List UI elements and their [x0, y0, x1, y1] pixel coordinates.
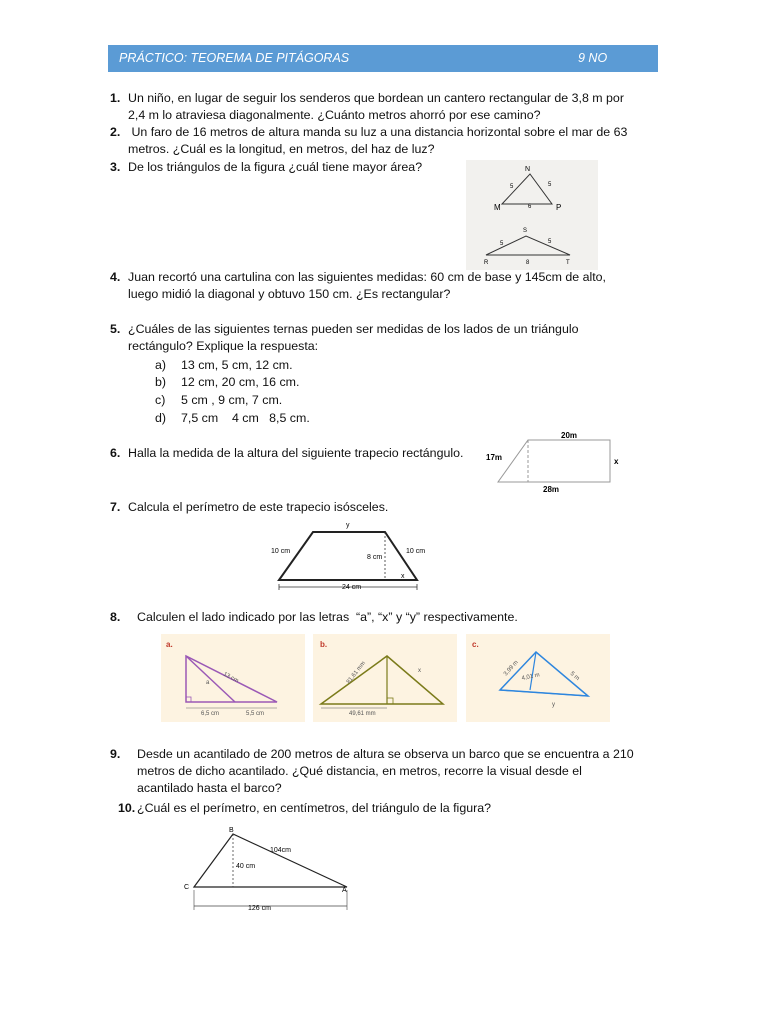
side-label: 20m: [561, 431, 578, 440]
vertex-label: C: [184, 884, 190, 891]
side-label: 4,01 m: [521, 672, 541, 682]
question-text: Un faro de 16 metros de altura manda su luz a una distancia horizontal sobre el mar de 63: [128, 125, 628, 139]
side-label: 3,99 m: [503, 659, 520, 678]
vertex-label: R: [484, 260, 489, 266]
panel-tag: b.: [320, 640, 328, 649]
question-number: 6.: [110, 446, 121, 460]
question-8: [110, 609, 630, 627]
side-label: a: [206, 680, 210, 686]
side-label: 10 cm: [406, 548, 426, 555]
question-number: 10.: [118, 801, 136, 815]
triangles-figure: [466, 160, 598, 270]
question-text: acantilado hasta el barco?: [137, 781, 282, 795]
figure-8a: [161, 634, 305, 722]
question-5: [110, 321, 670, 357]
panel-tag: c.: [472, 640, 479, 649]
side-label: 5: [510, 184, 514, 190]
side-label: 49,61 mm: [349, 711, 376, 717]
question-2: [110, 124, 670, 160]
option-a: a) 13 cm, 5 cm, 12 cm.: [155, 358, 293, 372]
panel-tag: a.: [166, 640, 173, 649]
figure-8a-panel: [161, 634, 305, 722]
side-label: 104cm: [270, 847, 292, 854]
side-label: y: [346, 522, 350, 529]
question-number: 3.: [110, 160, 121, 174]
question-7: [110, 499, 485, 517]
question-number: 8.: [110, 610, 121, 624]
option-d: d) 7,5 cm 4 cm 8,5 cm.: [155, 411, 310, 425]
question-number: 4.: [110, 270, 121, 284]
side-label: 81,61 mm: [345, 660, 368, 686]
question-text: De los triángulos de la figura ¿cuál tiene mayor área?: [128, 160, 423, 174]
triangle-perimeter-figure: [178, 824, 368, 916]
question-text: Calculen el lado indicado por las letras “a”, “x” y “y” respectivamente.: [137, 610, 518, 624]
worksheet-title: PRÁCTICO: TEOREMA DE PITÁGORAS: [119, 51, 350, 65]
question-text: Desde un acantilado de 200 metros de altura se observa un barco que se encuentra a 210: [137, 747, 634, 761]
question-number: 2.: [110, 125, 121, 139]
vertex-label: S: [523, 228, 528, 234]
side-label: x: [614, 457, 619, 466]
side-label: y: [552, 702, 555, 708]
question-number: 5.: [110, 322, 121, 336]
question-text: rectángulo? Explique la respuesta:: [128, 339, 319, 353]
side-label: 8 cm: [367, 554, 383, 561]
side-label: x: [401, 573, 405, 580]
question-text: 2,4 m lo atraviesa diagonalmente. ¿Cuánto metros ahorró por ese camino?: [128, 108, 541, 122]
question-text: ¿Cuál es el perímetro, en centímetros, del triángulo de la figura?: [137, 801, 492, 815]
question-number: 1.: [110, 91, 121, 105]
side-label: 5: [548, 239, 552, 245]
option-c: c) 5 cm , 9 cm, 7 cm.: [155, 393, 283, 407]
question-number: 7.: [110, 500, 121, 514]
question-text: metros. ¿Cuál es la longitud, en metros, del haz de luz?: [128, 142, 435, 156]
question-6: [110, 445, 485, 463]
question-text: Juan recortó una cartulina con las siguientes medidas: 60 cm de base y 145cm de alto,: [128, 270, 607, 284]
side-label: 6,5 cm: [201, 711, 220, 717]
side-label: x: [418, 668, 421, 674]
isosceles-trapezoid-figure: [265, 516, 441, 594]
side-label: 17m: [486, 453, 503, 462]
side-label: 40 cm: [236, 863, 256, 870]
side-label: 24 cm: [342, 584, 362, 591]
vertex-label: M: [494, 203, 501, 212]
side-label: 10 cm: [271, 548, 291, 555]
question-1: [110, 90, 670, 126]
figure-8c: [466, 634, 610, 722]
question-text: Un niño, en lugar de seguir los senderos que bordean un cantero rectangular de 3,8 m por: [128, 91, 624, 105]
side-label: 126 cm: [248, 905, 271, 912]
question-number: 9.: [110, 747, 121, 761]
side-label: 13 cm: [222, 671, 240, 685]
question-text: Halla la medida de la altura del siguiente trapecio rectángulo.: [128, 446, 464, 460]
question-9: [110, 746, 670, 800]
side-label: 5 m: [568, 670, 581, 682]
vertex-label: B: [229, 827, 234, 834]
figure-8c-panel: [466, 634, 610, 722]
question-text: luego midió la diagonal y obtuvo 150 cm. ¿Es rectangular?: [128, 287, 451, 301]
question-3: [110, 159, 470, 177]
question-4: [110, 269, 670, 305]
side-label: 8: [526, 260, 530, 266]
side-label: 5: [548, 182, 552, 188]
side-label: 28m: [543, 485, 560, 494]
vertex-label: A: [342, 887, 347, 894]
side-label: 6: [528, 204, 532, 210]
question-text: ¿Cuáles de las siguientes ternas pueden ser medidas de los lados de un triángulo: [128, 322, 579, 336]
question-text: metros de dicho acantilado. ¿Qué distancia, en metros, recorre la visual desde el: [137, 764, 582, 778]
option-b: b) 12 cm, 20 cm, 16 cm.: [155, 375, 300, 389]
vertex-label: N: [525, 166, 531, 173]
side-label: 5,5 cm: [246, 711, 265, 717]
vertex-label: P: [556, 203, 562, 212]
vertex-label: T: [566, 260, 570, 266]
right-trapezoid-figure: [482, 430, 628, 496]
figure-8b: [313, 634, 457, 722]
question-10: [118, 800, 538, 818]
figure-8b-panel: [313, 634, 457, 722]
question-text: Calcula el perímetro de este trapecio isósceles.: [128, 500, 389, 514]
side-label: 5: [500, 241, 504, 247]
grade-label: 9 NO: [578, 51, 608, 65]
header-bar: [108, 45, 658, 72]
